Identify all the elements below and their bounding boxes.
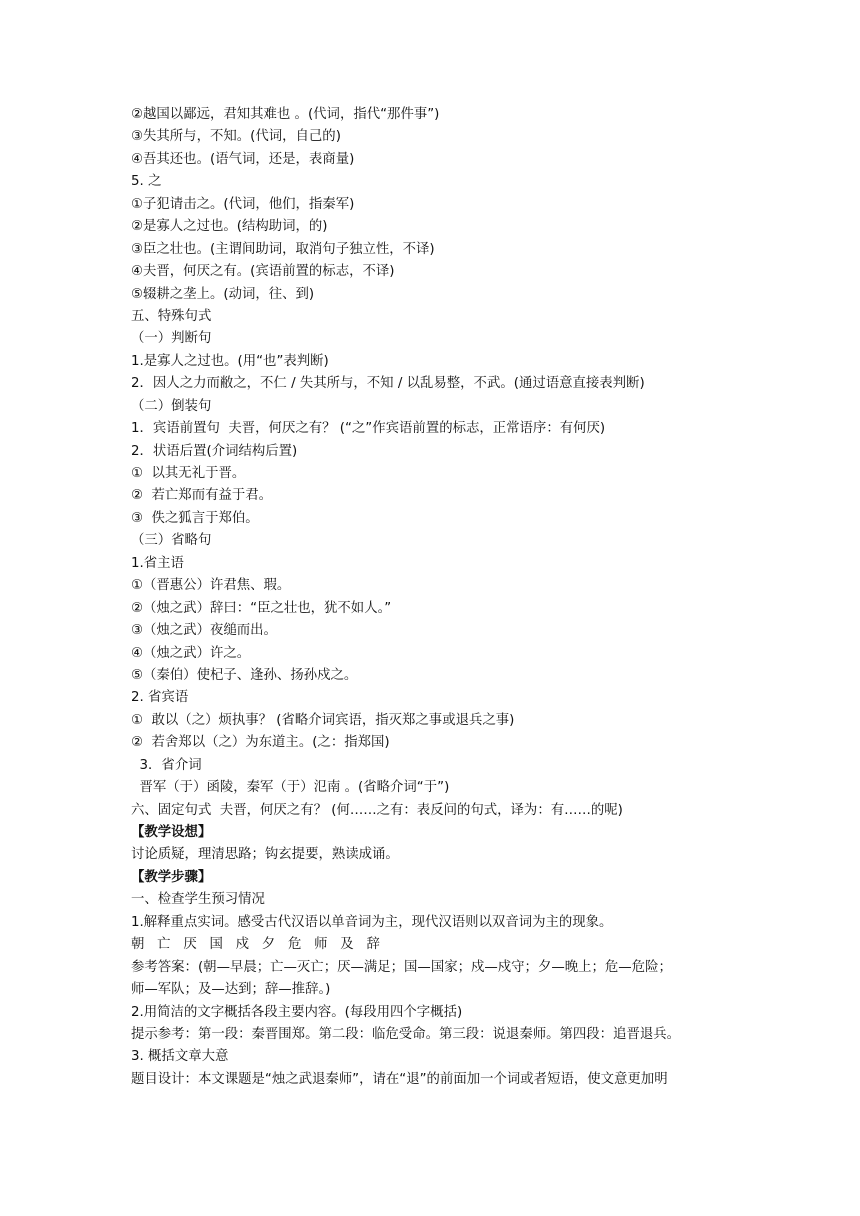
text-line: 1.省主语	[131, 555, 184, 571]
subsection-heading: （一）判断句	[131, 331, 212, 347]
subsection-heading: （三）省略句	[131, 533, 212, 549]
text-line: ①（晋惠公）许君焦、瑕。	[131, 578, 291, 594]
text-line: ②越国以鄙远，君知其难也 。(代词，指代“那件事”)	[131, 107, 440, 122]
text-line: 3．省介词	[131, 757, 202, 773]
text-line: 5. 之	[131, 174, 162, 190]
document-page	[131, 104, 731, 1091]
text-line: ⑤辍耕之垄上。(动词，往、到)	[131, 286, 315, 302]
text-line: 提示参考：第一段：秦晋围郑。第二段：临危受命。第三段：说退秦师。第四段：追晋退兵。	[131, 1026, 681, 1042]
section-heading-bold: 【教学设想】	[131, 825, 212, 840]
section-heading: 一、检查学生预习情况	[131, 892, 265, 908]
text-line: ③臣之壮也。(主谓间助词，取消句子独立性，不译)	[131, 241, 435, 257]
text-line: ②（烛之武）辞曰：“臣之壮也，犹不如人。”	[131, 600, 392, 616]
text-line: 参考答案：(朝—早晨；亡—灭亡；厌—满足；国—国家；戍—戍守；夕—晚上；危—危险；	[131, 959, 672, 975]
text-line: 2. 省宾语	[131, 690, 189, 706]
text-line: ① 以其无礼于晋。	[131, 466, 246, 481]
text-line: ①子犯请击之。(代词，他们，指秦军)	[131, 196, 355, 212]
text-line: 2．因人之力而敝之，不仁 / 失其所与，不知 / 以乱易整，不武。(通过语意直接表判断)	[131, 376, 645, 392]
subsection-heading: （二）倒装句	[131, 398, 212, 414]
text-line: ③失其所与，不知。(代词，自己的)	[131, 129, 341, 145]
text-line: ⑤（秦伯）使杞子、逢孙、扬孙戍之。	[131, 667, 358, 683]
section-heading: 六、固定句式 夫晋，何厌之有？ (何……之有：表反问的句式，译为：有……的呢)	[131, 802, 623, 818]
text-line: ②是寡人之过也。(结构助词，的)	[131, 219, 328, 235]
text-line: ③ 佚之狐言于郑伯。	[131, 510, 259, 526]
text-line: 朝 亡 厌 国 戍 夕 危 师 及 辞	[131, 937, 380, 953]
text-line: 2.用简洁的文字概括各段主要内容。(每段用四个字概括)	[131, 1004, 463, 1020]
text-line: ④夫晋，何厌之有。(宾语前置的标志，不译)	[131, 264, 395, 280]
text-line: ② 若亡郑而有益于君。	[131, 488, 273, 504]
text-line: 3. 概括文章大意	[131, 1049, 229, 1065]
text-line: 1．宾语前置句 夫晋，何厌之有？ (“之”作宾语前置的标志，正常语序：有何厌)	[131, 421, 606, 437]
text-line: ③（烛之武）夜缒而出。	[131, 623, 277, 639]
text-line: 2．状语后置(介词结构后置)	[131, 443, 298, 459]
text-line: ④（烛之武）许之。	[131, 645, 251, 661]
section-heading: 五、特殊句式	[131, 308, 212, 324]
text-line: ④吾其还也。(语气词，还是，表商量)	[131, 151, 355, 167]
text-line: 题目设计：本文课题是“烛之武退秦师”，请在“退”的前面加一个词或者短语，使文意更加明	[131, 1071, 668, 1087]
text-line: 晋军（于）函陵，秦军（于）氾南 。(省略介词“于”)	[131, 780, 450, 796]
text-line: 师—军队；及—达到；辞—推辞。)	[131, 982, 331, 998]
text-line: 讨论质疑，理清思路；钩玄提要，熟读成诵。	[131, 847, 399, 863]
text-line: ② 若舍郑以（之）为东道主。(之：指郑国)	[131, 735, 390, 751]
section-heading-bold: 【教学步骤】	[131, 869, 212, 885]
text-line: 1.是寡人之过也。(用“也”表判断)	[131, 353, 329, 369]
text-line: 1.解释重点实词。感受古代汉语以单音词为主，现代汉语则以双音词为主的现象。	[131, 914, 613, 930]
text-line: ① 敢以（之）烦执事？ (省略介词宾语，指灭郑之事或退兵之事)	[131, 712, 515, 728]
